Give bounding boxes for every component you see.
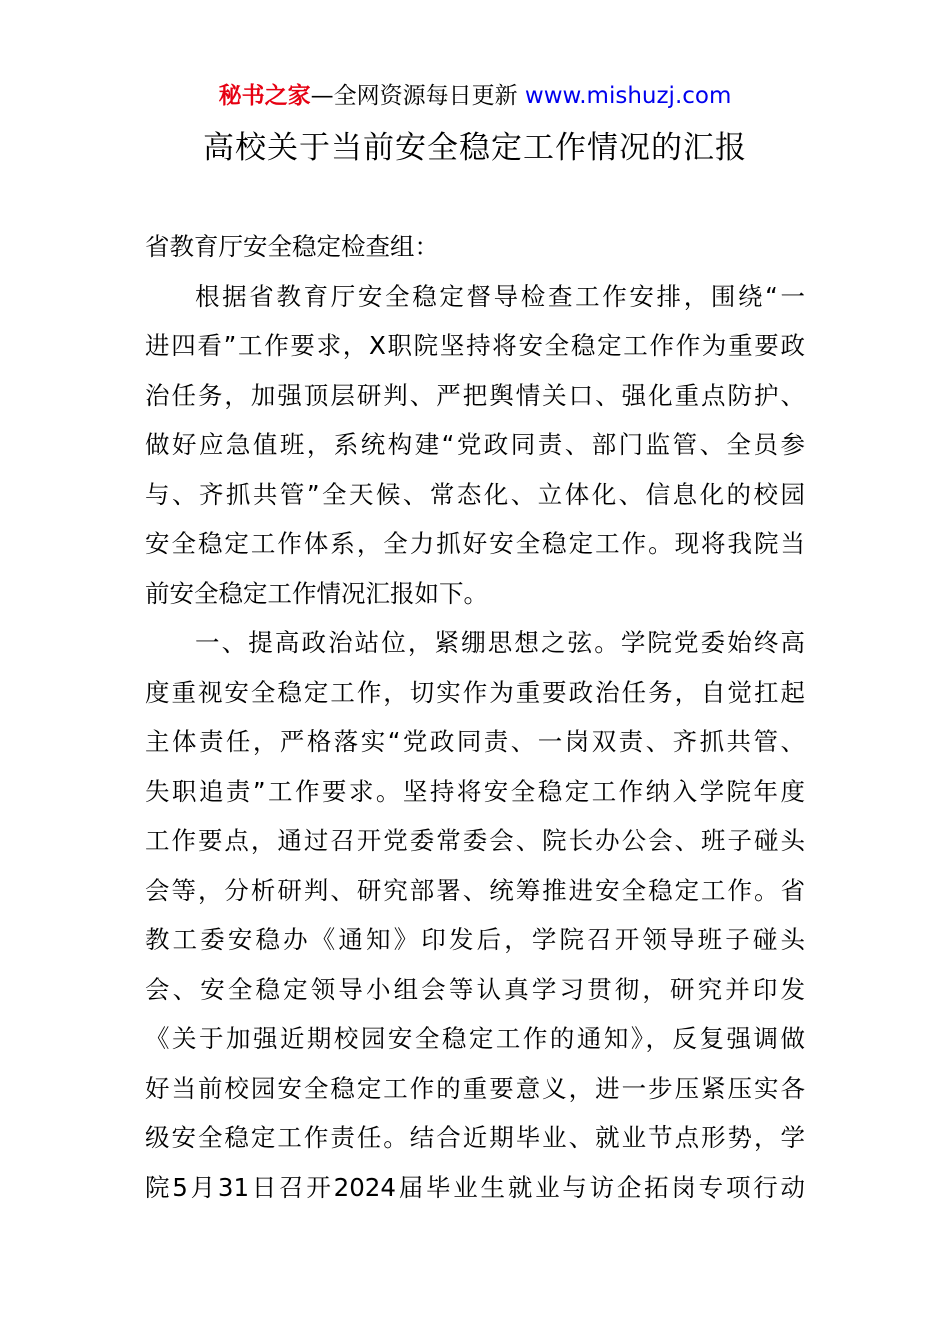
document-body (145, 222, 805, 1212)
brand-name: 秘书之家 (218, 83, 311, 109)
text-line: 级安全稳定工作责任。结合近期毕业、就业节点形势，学 (145, 1123, 805, 1152)
text-line: 好当前校园安全稳定工作的重要意义，进一步压紧压实各 (145, 1073, 805, 1103)
text-line: 会等，分析研判、研究部署、统筹推进安全稳定工作。省 (145, 875, 805, 905)
text-line: 根据省教育厅安全稳定督导检查工作安排，围绕“一 (195, 281, 805, 311)
text-line: 前安全稳定工作情况汇报如下。 (145, 578, 488, 608)
site-header (0, 80, 950, 112)
text-line: 度重视安全稳定工作，切实作为重要政治任务，自觉扛起 (145, 677, 805, 707)
text-line: 进四看”工作要求，X职院坚持将安全稳定工作作为重要政 (145, 331, 805, 360)
header-tagline: —全网资源每日更新 (310, 83, 525, 109)
text-line: 院5月31日召开2024届毕业生就业与访企拓岗专项行动 (145, 1172, 805, 1202)
text-line: 一、提高政治站位，紧绷思想之弦。学院党委始终高 (195, 628, 805, 657)
text-line: 会、安全稳定领导小组会等认真学习贯彻，研究并印发 (145, 974, 805, 1004)
text-line: 主体责任，严格落实“党政同责、一岗双责、齐抓共管、 (145, 727, 805, 756)
text-line: 做好应急值班，系统构建“党政同责、部门监管、全员参 (145, 430, 805, 459)
text-line: 治任务，加强顶层研判、严把舆情关口、强化重点防护、 (145, 380, 805, 410)
text-line: 教工委安稳办《通知》印发后，学院召开领导班子碰头 (145, 925, 805, 954)
site-url[interactable]: www.mishuzj.com (524, 83, 732, 109)
salutation: 省教育厅安全稳定检查组： (145, 232, 439, 261)
text-line: 工作要点，通过召开党委常委会、院长办公会、班子碰头 (145, 826, 805, 855)
text-line: 《关于加强近期校园安全稳定工作的通知》，反复强调做 (145, 1024, 805, 1053)
text-line: 失职追责”工作要求。坚持将安全稳定工作纳入学院年度 (145, 776, 805, 806)
text-line: 与、齐抓共管”全天候、常态化、立体化、信息化的校园 (145, 479, 805, 509)
text-line: 安全稳定工作体系，全力抓好安全稳定工作。现将我院当 (145, 529, 805, 558)
document-title: 高校关于当前安全稳定工作情况的汇报 (203, 130, 747, 166)
